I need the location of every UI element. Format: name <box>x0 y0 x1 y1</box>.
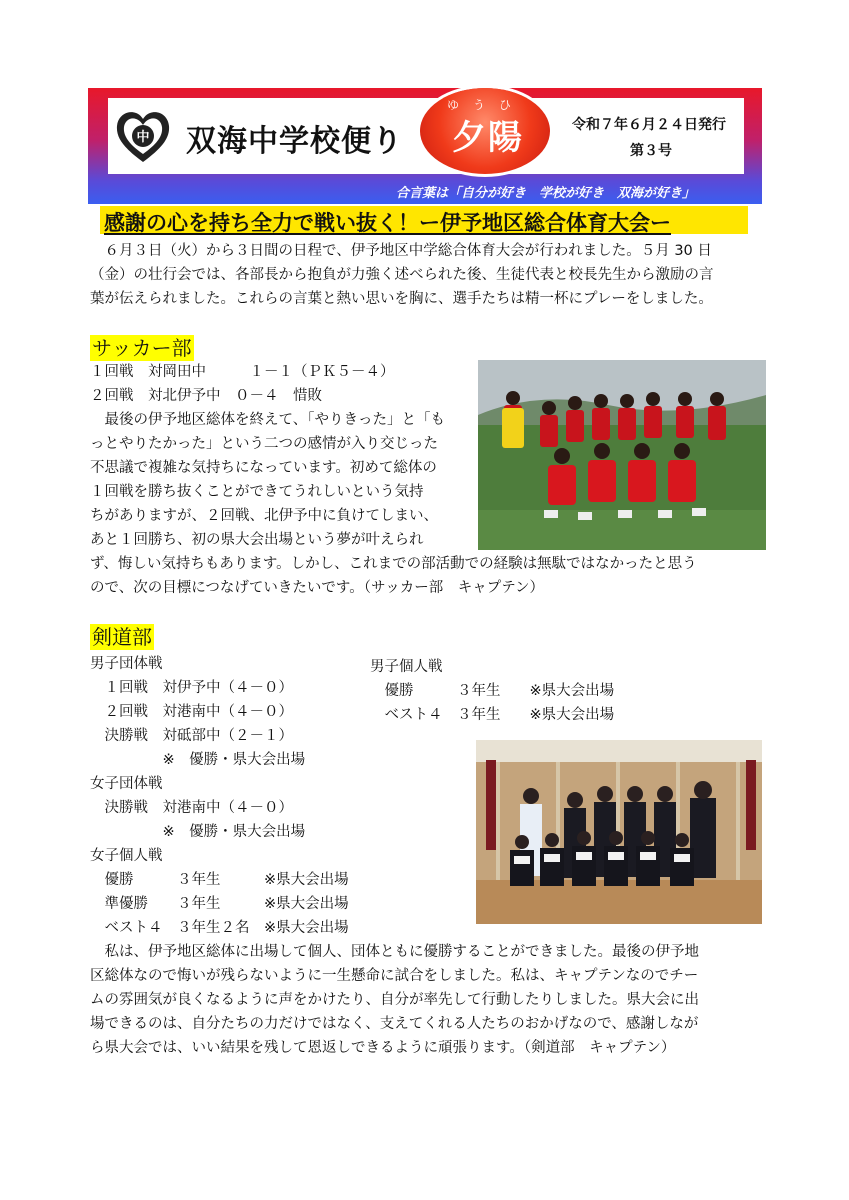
kendo-boys-individual: 男子個人戦 <box>370 659 443 675</box>
kendo-comment-line: 場できるのは、自分たちの力だけではなく、支えてくれる人たちのおかげなので、感謝しなが <box>90 1016 699 1032</box>
svg-text:中: 中 <box>136 130 150 145</box>
newsletter-name: 夕陽 <box>452 118 524 158</box>
soccer-comment-line: ので、次の目標につなげていきたいです。（サッカー部 キャプテン） <box>90 580 544 596</box>
kendo-result-line: 準優勝 ３年生 ※県大会出場 <box>90 896 349 912</box>
section-title-soccer: サッカー部 <box>92 336 192 360</box>
soccer-team-photo <box>478 360 766 550</box>
soccer-result: ２回戦 対北伊予中 ０－４ 惜敗 <box>90 388 322 404</box>
kendo-result-line: ２回戦 対港南中（４－０） <box>90 704 293 720</box>
kendo-comment-line: ら県大会では、いい結果を残して恩返しできるように頑張ります。（剣道部 キャプテン） <box>90 1040 676 1056</box>
intro-line: （金）の壮行会では、各部長から抱負が力強く述べられた後、生徒代表と校長先生から激励の言 <box>90 267 714 283</box>
issue-date: 令和７年６月２４日発行 <box>572 117 726 133</box>
kendo-boys-individual: ベスト４ ３年生 ※県大会出場 <box>370 707 615 723</box>
soccer-result: １回戦 対岡田中 １－１（ＰＫ５－４） <box>90 364 395 380</box>
kendo-result-line: 優勝 ３年生 ※県大会出場 <box>90 872 349 888</box>
kendo-result-line: ベスト４ ３年生２名 ※県大会出場 <box>90 920 349 936</box>
soccer-comment-line: １回戦を勝ち抜くことができてうれしいという気持 <box>90 484 424 500</box>
kendo-result-line: ※ 優勝・県大会出場 <box>90 824 306 840</box>
intro-line: ６月３日（火）から３日間の日程で、伊予地区中学総合体育大会が行われました。５月 30 日 <box>90 243 712 259</box>
kendo-comment-line: 区総体なので悔いが残らないように一生懸命に試合をしました。私は、キャプテンなのでチー <box>90 968 699 984</box>
kendo-result-line: 男子団体戦 <box>90 656 163 672</box>
soccer-comment-line: あと１回勝ち、初の県大会出場という夢が叶えられ <box>90 532 424 548</box>
school-newsletter-title: 双海中学校便り <box>186 124 403 159</box>
soccer-comment-line: 最後の伊予地区総体を終えて、「やりきった」と「も <box>90 412 445 428</box>
kendo-boys-individual: 優勝 ３年生 ※県大会出場 <box>370 683 615 699</box>
kendo-comment-line: ムの雰囲気が良くなるように声をかけたり、自分が率先して行動したりしました。県大会に出 <box>90 992 699 1008</box>
kendo-result-line: 女子団体戦 <box>90 776 163 792</box>
soccer-comment-line: ず、悔しい気持ちもあります。しかし、これまでの部活動での経験は無駄ではなかったと思う <box>90 556 697 572</box>
kendo-result-line: 決勝戦 対砥部中（２－１） <box>90 728 293 744</box>
title-ruby: ゆうひ <box>446 98 525 112</box>
soccer-comment-line: 不思議で複雑な気持ちになっています。初めて総体の <box>90 460 437 476</box>
kendo-team-photo <box>476 740 762 924</box>
section-title-kendo: 剣道部 <box>92 625 152 649</box>
school-motto: 合言葉は「自分が好き 学校が好き 双海が好き」 <box>396 186 696 201</box>
article-headline: 感謝の心を持ち全力で戦い抜く！ー伊予地区総合体育大会ー <box>104 211 671 235</box>
kendo-result-line: ※ 優勝・県大会出場 <box>90 752 306 768</box>
soccer-comment-line: っとやりたかった」という二つの感情が入り交じった <box>90 436 438 452</box>
kendo-result-line: 女子個人戦 <box>90 848 163 864</box>
kendo-result-line: １回戦 対伊予中（４－０） <box>90 680 293 696</box>
intro-line: 葉が伝えられました。これらの言葉と熱い思いを胸に、選手たちは精一杯にプレーをしました。 <box>90 291 713 307</box>
issue-number: 第３号 <box>630 143 672 159</box>
kendo-result-line: 決勝戦 対港南中（４－０） <box>90 800 293 816</box>
school-logo-icon <box>114 108 172 164</box>
soccer-comment-line: ちがありますが、２回戦、北伊予中に負けてしまい、 <box>90 508 438 524</box>
kendo-comment-line: 私は、伊予地区総体に出場して個人、団体ともに優勝することができました。最後の伊予地 <box>90 944 699 960</box>
